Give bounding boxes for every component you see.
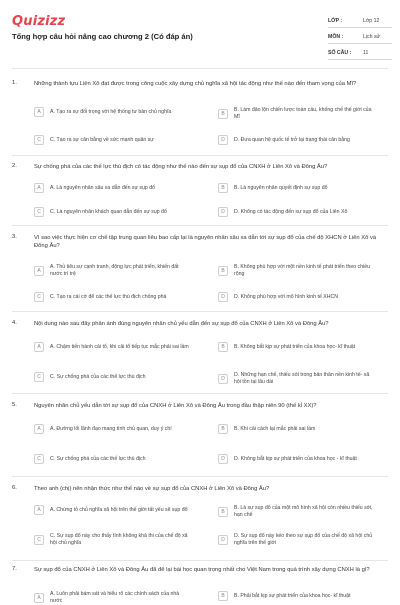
option-letter-box[interactable]: A (34, 505, 44, 515)
option-text: A. Chứng tỏ chủ nghĩa xã hội trên thế giới tất yếu sẽ sụp đổ (50, 506, 188, 513)
question-4 (12, 320, 388, 390)
question-text: Vì sao việc thực hiện cơ chế tập trung quan liêu bao cấp lại là nguyên nhân sâu xa dẫn tới sự sụp đổ của chế độ XHCN ở Liên Xô và Đông Âu? (34, 235, 377, 250)
worksheet-meta (328, 14, 392, 62)
option-text: B. Là nguyên nhân quyết định sự sụp đổ (234, 184, 328, 191)
page-title: Tổng hợp câu hỏi nâng cao chương 2 (Có đáp án) (12, 32, 193, 41)
option-text: B. Là sự sụp đổ của một mô hình xã hội còn nhiều thiếu sót, hạn chế (234, 505, 373, 518)
option-letter-box[interactable]: C (34, 207, 44, 217)
question-number: 2. (12, 163, 17, 169)
option-letter-box[interactable]: D (218, 207, 228, 217)
option-text: A. Chậm tiến hành cải tổ, khi cải tổ tiếp tục mắc phải sai lầm (50, 343, 189, 350)
option-a[interactable] (34, 342, 190, 352)
option-text: D. Đưa quan hệ quốc tế trở lại trạng thái cân bằng (234, 136, 350, 143)
option-text: D. Không phù hợp với mô hình kinh tế XHCN (234, 293, 338, 300)
option-text: D. Sự sụp đổ này kéo theo sự sụp đổ của chế độ xã hội chủ nghĩa trên thế giới (234, 533, 373, 546)
option-text: B. Phải bắt kịp sự phát triển của khoa học- kĩ thuật (234, 592, 351, 599)
meta-key: LỚP : (328, 17, 343, 24)
option-b[interactable] (218, 264, 374, 278)
question-text: Sự sụp đổ của CNXH ở Liên Xô và Đông Âu đã để lại bài học quan trọng nhất cho Việt Nam trong quá trình xây dựng CNXH là gì? (34, 567, 370, 573)
question-3 (12, 234, 388, 308)
question-text: Nội dung nào sau đây phản ánh đúng nguyên nhân chủ yếu dẫn đến sự sụp đổ của CNXH ở Liên Xô và Đông Âu? (34, 321, 329, 327)
divider (12, 225, 388, 226)
option-d[interactable] (218, 292, 374, 302)
option-letter-box[interactable]: C (34, 535, 44, 545)
option-text: D. Không bắt kịp sự phát triển của khoa học - kĩ thuật (234, 455, 357, 462)
option-b[interactable] (218, 342, 374, 352)
option-letter-box[interactable]: B (218, 342, 228, 352)
option-text: A. Đường lối lãnh đạo mang tính chủ quan, duy ý chí (50, 425, 172, 432)
option-letter-box[interactable]: C (34, 135, 44, 145)
option-text: C. Sự sụp đổ này cho thấy tính không khả thi của chế độ xã hội chủ nghĩa (50, 533, 188, 546)
option-a[interactable] (34, 591, 190, 605)
question-6 (12, 485, 388, 557)
option-d[interactable] (218, 135, 374, 145)
option-text: B. Không bắt kịp sự phát triển của khoa học- kĩ thuật (234, 343, 356, 350)
option-b[interactable] (218, 183, 374, 193)
quizizz-logo: Quizizz (12, 14, 66, 29)
option-letter-box[interactable]: B (218, 183, 228, 193)
option-d[interactable] (218, 372, 374, 386)
option-text: A. Là nguyên nhân sâu xa dẫn đến sự sụp đổ (50, 184, 155, 191)
option-text: B. Không phù hợp với một nền kinh tế phát triển theo chiều rộng (234, 264, 371, 277)
option-a[interactable] (34, 505, 190, 515)
option-c[interactable] (34, 207, 190, 217)
worksheet-header (0, 0, 400, 66)
question-2 (12, 163, 388, 223)
question-7 (12, 566, 388, 604)
option-c[interactable] (34, 533, 190, 547)
option-b[interactable] (218, 424, 374, 434)
question-text: Những thành tựu Liên Xô đạt được trong công cuộc xây dựng chủ nghĩa xã hội tác động như thế nào đến tham vọng của Mĩ? (34, 81, 357, 87)
option-text: C. Tạo ra cái cớ để các thế lực thù địch chống phá (50, 293, 167, 300)
question-number: 1. (12, 80, 17, 86)
option-letter-box[interactable]: C (34, 292, 44, 302)
option-text: D. Không có tác động đến sự sụp đổ của Liên Xô (234, 208, 348, 215)
option-d[interactable] (218, 207, 374, 217)
divider (12, 476, 388, 477)
option-text: D. Những hạn chế, thiếu sót trong bản thân nền kinh tế- xã hội tồn tại lâu dài (234, 372, 370, 385)
option-letter-box[interactable]: C (34, 372, 44, 382)
option-letter-box[interactable]: D (218, 292, 228, 302)
meta-value: Lớp 12 (363, 17, 380, 24)
option-c[interactable] (34, 292, 190, 302)
meta-value: 11 (363, 49, 369, 56)
option-b[interactable] (218, 107, 374, 121)
option-b[interactable] (218, 591, 374, 601)
option-text: A. Luôn phải bám sát và hiểu rõ các chính sách của nhà nước (50, 591, 180, 604)
option-text: A. Thủ tiêu sự cạnh tranh, động lực phát triển, khiến đất nước trì trệ (50, 264, 179, 277)
option-letter-box[interactable]: B (218, 591, 228, 601)
meta-row-count (328, 46, 392, 60)
option-a[interactable] (34, 183, 190, 193)
option-letter-box[interactable]: A (34, 593, 44, 603)
question-1 (12, 80, 388, 152)
meta-row-class (328, 14, 392, 28)
question-5 (12, 402, 388, 474)
option-a[interactable] (34, 264, 190, 278)
option-d[interactable] (218, 454, 374, 464)
question-number: 7. (12, 566, 17, 572)
meta-key: SỐ CÂU : (328, 49, 352, 56)
divider (12, 68, 388, 69)
option-letter-box[interactable]: D (218, 535, 228, 545)
option-c[interactable] (34, 454, 190, 464)
question-text: Sự chống phá của các thế lực thù địch có tác động như thế nào đến sự sụp đổ của CNXH ở Liên Xô và Đông Âu? (34, 164, 328, 170)
question-number: 5. (12, 402, 17, 408)
option-c[interactable] (34, 372, 190, 382)
divider (12, 311, 388, 312)
option-letter-box[interactable]: B (218, 424, 228, 434)
option-letter-box[interactable]: A (34, 107, 44, 117)
option-d[interactable] (218, 533, 374, 547)
question-number: 6. (12, 485, 17, 491)
divider (12, 393, 388, 394)
option-text: A. Tạo ra sự đối trọng với hệ thống tư bản chủ nghĩa (50, 108, 172, 115)
option-letter-box[interactable]: A (34, 266, 44, 276)
question-number: 4. (12, 320, 17, 326)
divider (12, 155, 388, 156)
option-text: C. Tạo ra sự cân bằng về sức mạnh quân sự (50, 136, 154, 143)
option-a[interactable] (34, 424, 190, 434)
option-letter-box[interactable]: D (218, 374, 228, 384)
option-text: C. Sự chống phá của các thế lực thù địch (50, 373, 146, 380)
meta-value: Lịch sử (363, 33, 381, 40)
option-letter-box[interactable]: A (34, 342, 44, 352)
meta-key: MÔN : (328, 33, 344, 40)
question-number: 3. (12, 234, 17, 240)
option-text: B. Làm đảo lộn chiến lược toàn cầu, khống chế thế giới của Mĩ (234, 107, 372, 120)
option-c[interactable] (34, 135, 190, 145)
divider (12, 560, 388, 561)
option-text: B. Khi cải cách lại mắc phải sai lầm (234, 425, 316, 432)
option-letter-box[interactable]: A (34, 424, 44, 434)
option-letter-box[interactable]: C (34, 454, 44, 464)
option-letter-box[interactable]: A (34, 183, 44, 193)
option-letter-box[interactable]: B (218, 266, 228, 276)
option-a[interactable] (34, 107, 190, 117)
question-text: Nguyên nhân chủ yếu dẫn tới sự sụp đổ của CNXH ở Liên Xô và Đông Âu trong đầu thập niên 90 (thế kỉ XX)? (34, 403, 317, 409)
option-letter-box[interactable]: B (218, 109, 228, 119)
option-letter-box[interactable]: D (218, 135, 228, 145)
option-letter-box[interactable]: B (218, 507, 228, 517)
option-text: C. Là nguyên nhân khách quan dẫn đến sự sụp đổ (50, 208, 167, 215)
option-b[interactable] (218, 505, 374, 519)
option-text: C. Sự chống phá của các thế lực thù địch (50, 455, 146, 462)
meta-row-subject (328, 30, 392, 44)
option-letter-box[interactable]: D (218, 454, 228, 464)
question-text: Theo anh (chị) nên nhận thức như thế nào về sự sụp đổ của CNXH ở Liên Xô và Đông Âu? (34, 486, 270, 492)
